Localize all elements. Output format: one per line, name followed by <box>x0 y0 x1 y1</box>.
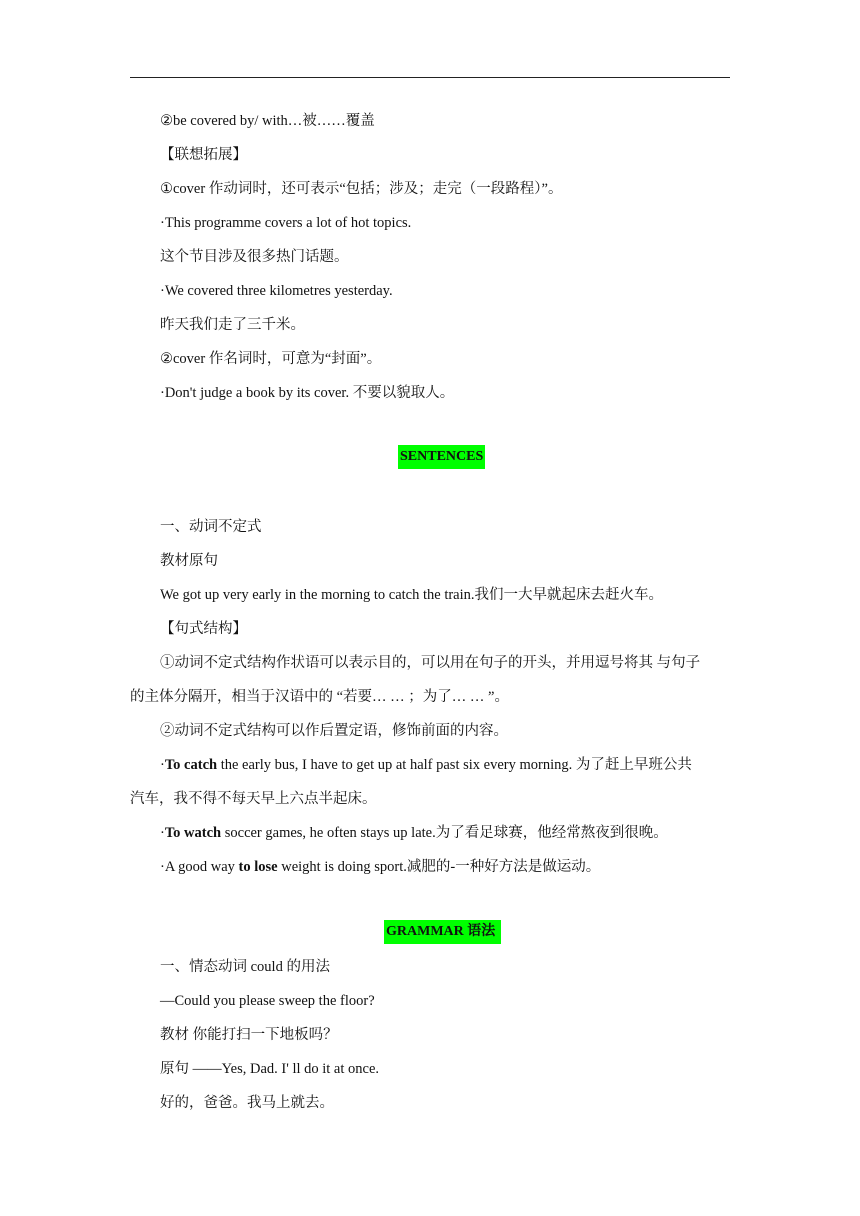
text-line: ②be covered by/ with…被……覆盖 <box>160 113 375 129</box>
text-line: ①动词不定式结构作状语可以表示目的，可以用在句子的开头，并用逗号将其 与句子 <box>160 655 701 671</box>
text-line: 教材原句 <box>160 553 218 569</box>
text-line: 【联想拓展】 <box>160 147 247 163</box>
example-line <box>160 857 600 877</box>
example-line <box>160 823 668 843</box>
text-segment: ·A good way <box>160 859 239 875</box>
text-line: 【句式结构】 <box>160 621 247 637</box>
text-line: 好的，爸爸。我马上就去。 <box>160 1095 334 1111</box>
text-line: 这个节目涉及很多热门话题。 <box>160 249 349 265</box>
text-line: 汽车，我不得不每天早上六点半起床。 <box>130 791 377 807</box>
text-segment: weight is doing sport.减肥的-一种好方法是做运动。 <box>277 859 601 875</box>
text-line: 昨天我们走了三千米。 <box>160 317 305 333</box>
text-line: 一、动词不定式 <box>160 519 262 535</box>
text-line: 教材 你能打扫一下地板吗？ <box>160 1027 338 1043</box>
text-line: ②cover 作名词时，可意为“封面”。 <box>160 351 382 367</box>
text-line: 一、情态动词 could 的用法 <box>160 959 330 975</box>
text-segment: the early bus, I have to get up at half past six every morning. 为了赶上早班公共 <box>217 757 692 773</box>
text-line: ·This programme covers a lot of hot topics. <box>160 215 412 231</box>
bold-term: To catch <box>164 757 218 773</box>
text-line: ①cover 作动词时，还可表示“包括；涉及；走完（一段路程）”。 <box>160 181 563 197</box>
section-heading-sentences: SENTENCES <box>398 445 485 469</box>
text-line: We got up very early in the morning to catch the train.我们一大早就起床去赶火车。 <box>160 587 664 603</box>
text-line: 的主体分隔开，相当于汉语中的 “若要… … ；为了… … ”。 <box>130 689 509 705</box>
text-line: ·We covered three kilometres yesterday. <box>160 283 393 299</box>
text-line: 原句 ——Yes, Dad. I' ll do it at once. <box>160 1061 380 1077</box>
header-rule <box>130 77 730 78</box>
bold-term: to lose <box>238 859 278 875</box>
text-line: ②动词不定式结构可以作后置定语，修饰前面的内容。 <box>160 723 508 739</box>
text-segment: · <box>160 757 165 773</box>
text-segment: · <box>160 825 165 841</box>
bold-term: To watch <box>164 825 222 841</box>
section-heading-grammar: GRAMMAR 语法 <box>384 920 501 944</box>
text-line: ·Don't judge a book by its cover. 不要以貌取人。 <box>160 385 455 401</box>
text-line: —Could you please sweep the floor? <box>160 993 375 1009</box>
example-line <box>160 755 692 775</box>
text-segment: soccer games, he often stays up late.为了看足球赛，他经常熬夜到很晚。 <box>221 825 668 841</box>
